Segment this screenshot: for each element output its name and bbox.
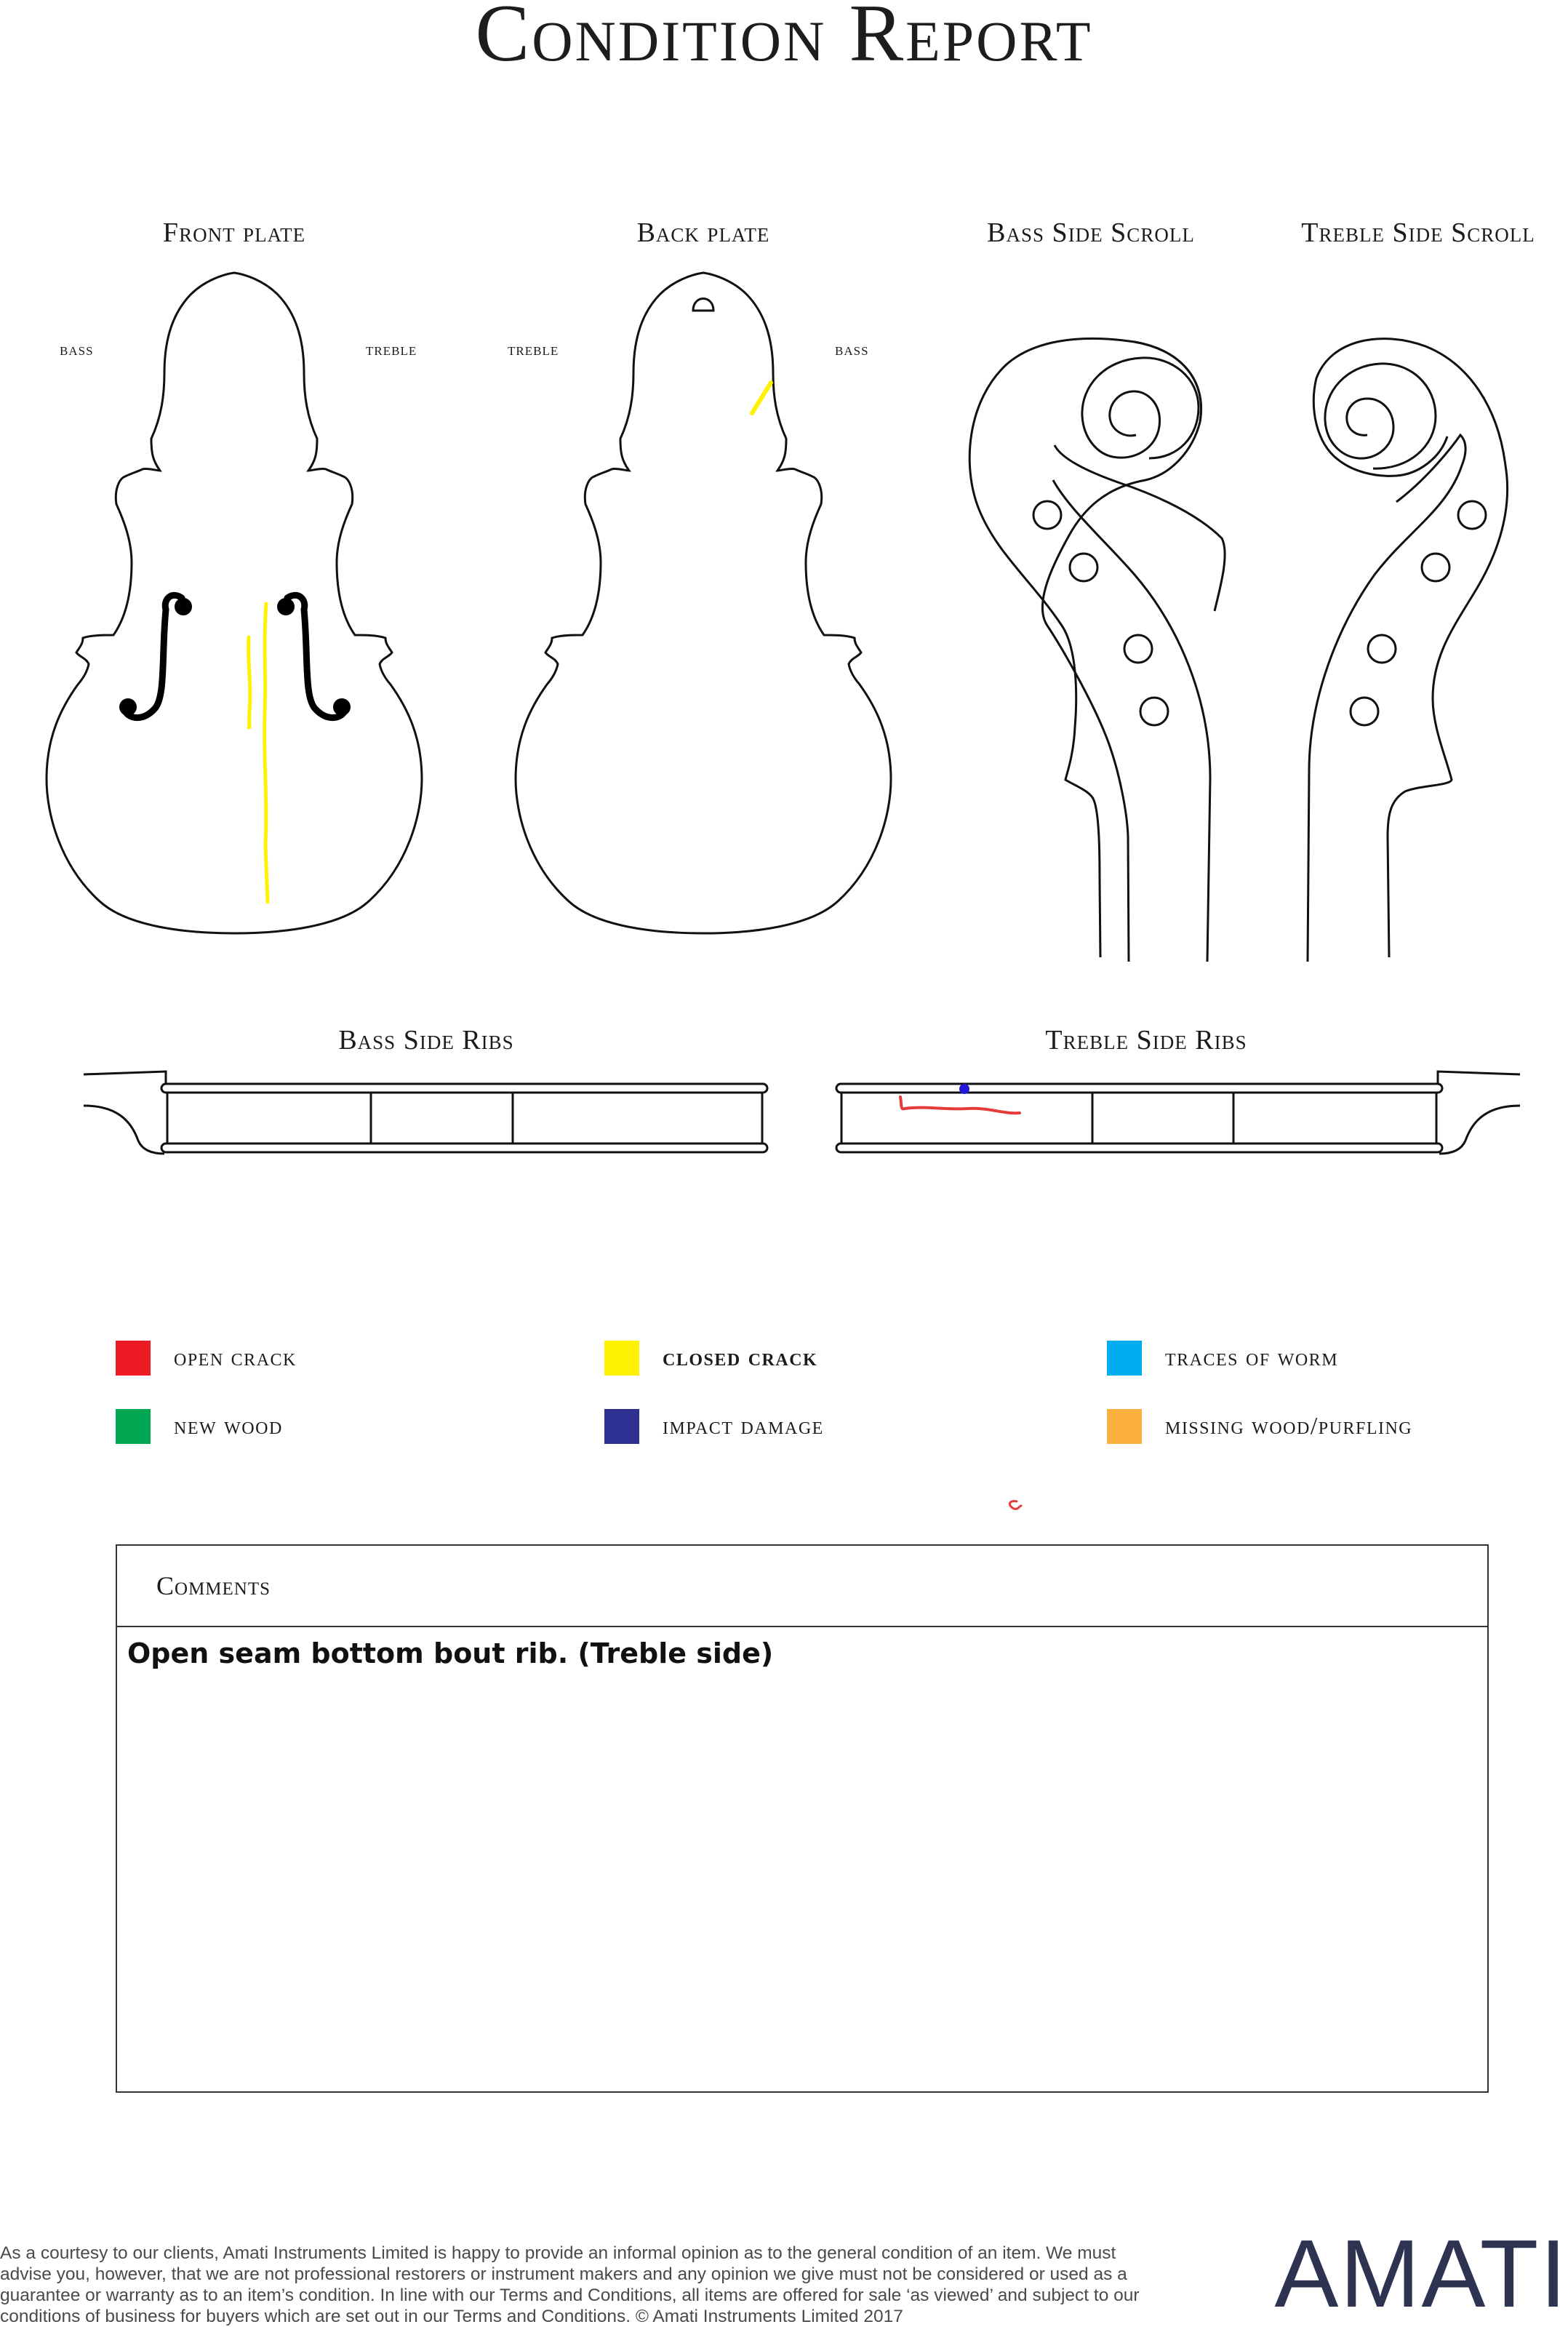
legend-label: traces of worm: [1165, 1344, 1339, 1371]
front-treble-side-label: treble: [366, 340, 417, 359]
legend-closed-crack: [604, 1341, 817, 1376]
treble-side-ribs-label: Treble Side Ribs: [1045, 1025, 1247, 1055]
treble-rib-impact-mark: [959, 1084, 969, 1094]
legend-label: new wood: [174, 1413, 283, 1440]
f-hole-left-icon: [119, 595, 192, 717]
legend-swatch: [116, 1341, 151, 1376]
bass-side-scroll-label: Bass Side Scroll: [987, 217, 1195, 248]
bass-side-ribs-label: Bass Side Ribs: [338, 1025, 514, 1055]
comments-field[interactable]: Open seam bottom bout rib. (Treble side): [127, 1637, 774, 1669]
legend-label: open crack: [174, 1344, 297, 1371]
comments-heading: Comments: [117, 1546, 1487, 1627]
front-bass-side-label: bass: [60, 340, 94, 359]
legend-swatch: [604, 1341, 639, 1376]
legend-label: closed crack: [663, 1344, 818, 1371]
legend-open-crack: [116, 1341, 297, 1376]
front-closed-crack-marks: [249, 604, 268, 902]
legend-swatch: [1107, 1409, 1142, 1444]
back-closed-crack-mark: [752, 383, 771, 413]
treble-rib-open-seam-mark: [900, 1097, 1020, 1113]
amati-logo: AMATI: [1274, 2220, 1568, 2327]
legend-traces-of-worm: [1107, 1341, 1338, 1376]
bass-side-scroll-drawing: [969, 338, 1225, 962]
front-plate-outline: [47, 273, 422, 933]
back-plate-label: Back plate: [636, 217, 770, 248]
legend-swatch: [116, 1409, 151, 1444]
legend-new-wood: [116, 1409, 283, 1444]
legend-missing-wood-purfling: [1107, 1409, 1412, 1444]
treble-side-ribs-drawing: [836, 1071, 1520, 1154]
treble-side-scroll-label: Treble Side Scroll: [1301, 217, 1535, 248]
bass-side-ribs-drawing: [84, 1071, 767, 1154]
f-hole-right-icon: [277, 595, 351, 717]
disclaimer-text: As a courtesy to our clients, Amati Instruments Limited is happy to provide an informal opinion as to the general condition of an item. We must advise you, however, that we are not professional restorers or instrument makers and any opinion we give must not be considered or used as a guarantee or warranty as to an item’s condition. In line with our Terms and Conditions, all items are offered for sale ‘as viewed’ and subject to our conditions of business for buyers which are set out in our Terms and Conditions. © Amati Instruments Limited 2017: [0, 2243, 1140, 2326]
legend-swatch: [604, 1409, 639, 1444]
legend-swatch: [1107, 1341, 1142, 1376]
treble-side-scroll-drawing: [1308, 339, 1508, 962]
legend-label: missing wood/purfling: [1165, 1413, 1413, 1440]
front-plate-label: Front plate: [162, 217, 306, 248]
back-treble-side-label: treble: [508, 340, 559, 359]
comments-box: [116, 1544, 1489, 2093]
legend-impact-damage: [604, 1409, 824, 1444]
stray-red-mark: [1009, 1501, 1021, 1509]
page-title: Condition Report: [475, 0, 1093, 79]
back-bass-side-label: bass: [835, 340, 869, 359]
legend-label: impact damage: [663, 1413, 824, 1440]
back-plate-outline: [516, 273, 891, 933]
